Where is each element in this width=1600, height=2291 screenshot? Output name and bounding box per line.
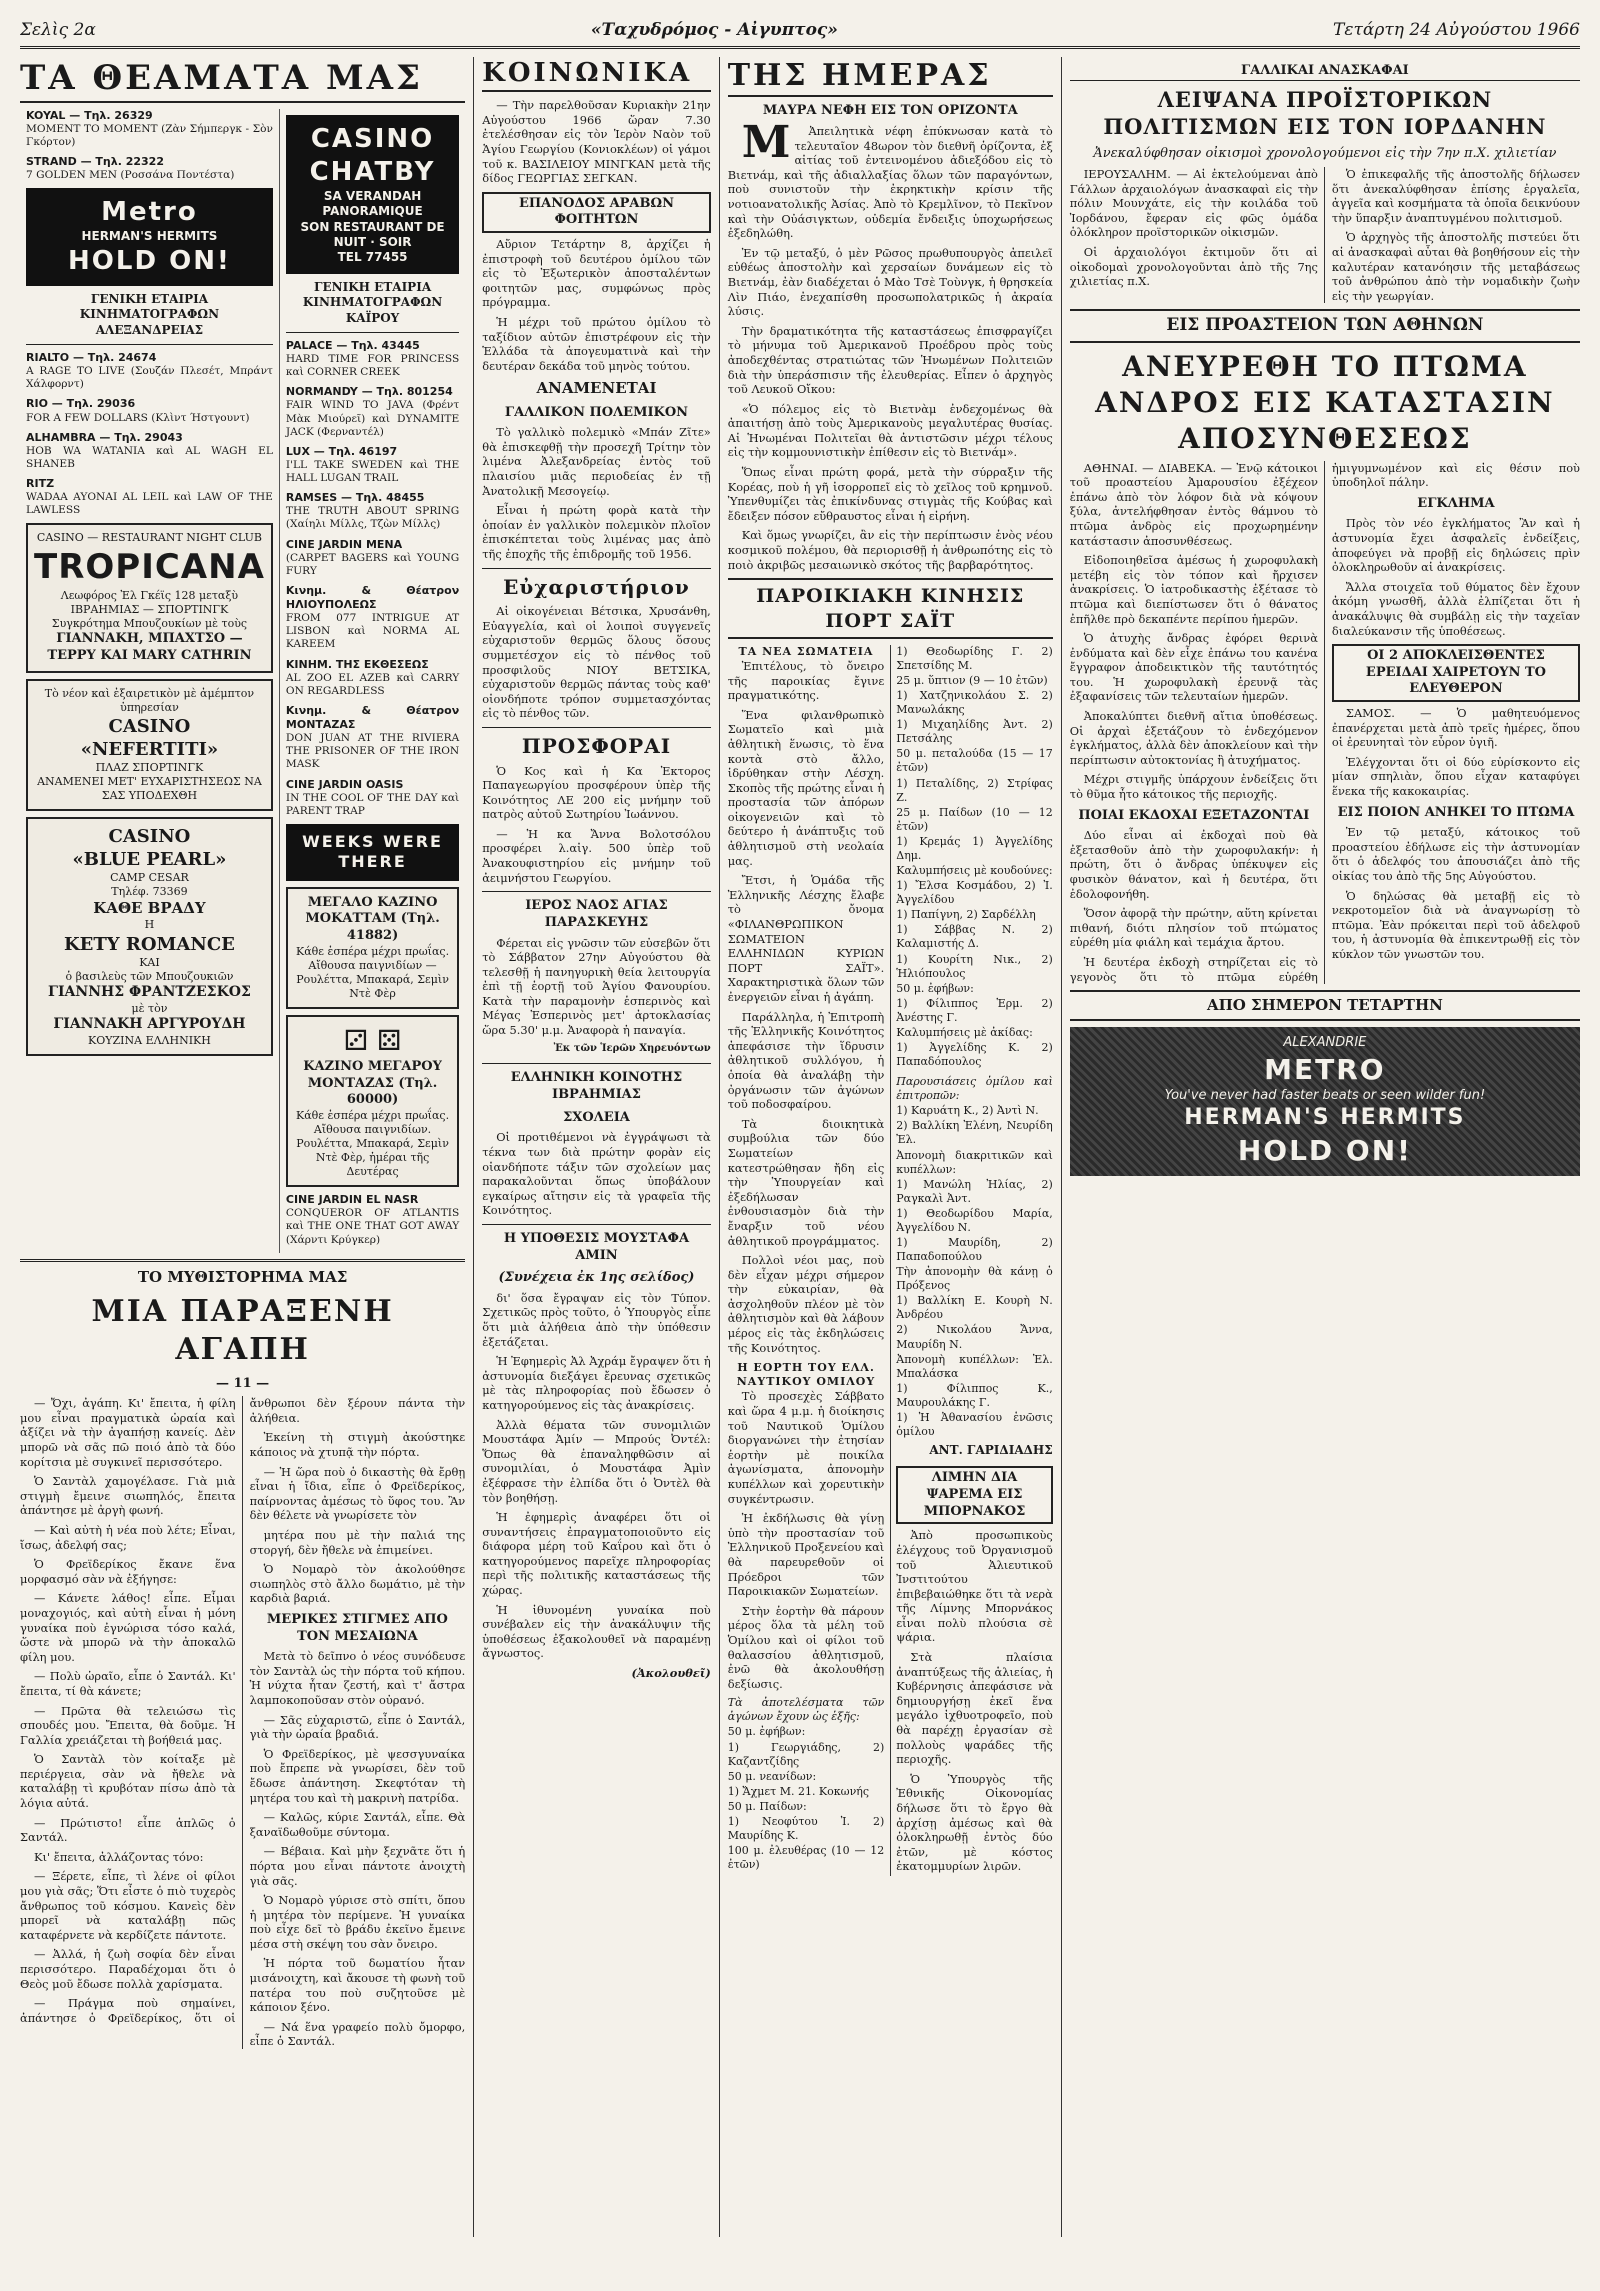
cinema-entry: CINE JARDIN EL NASR CONQUEROR OF ATLANTIS καὶ THE ONE THAT GOT AWAY (Χάρντι Κρύγκερ) xyxy=(285,1193,460,1246)
cinema-list-left xyxy=(20,109,279,1253)
cinema-entry: KOYAL — Τηλ. 26329 MOMENT TO MOMENT (Ζὰν Σήμπεργκ - Σὸν Γκόρτον) xyxy=(26,108,273,148)
metro-ad-small xyxy=(26,188,273,286)
film-title: HOLD ON! xyxy=(1237,1133,1412,1167)
mokattam-ad: ΜΕΓΑΛΟ ΚΑΖΙΝΟ ΜΟΚΑΤΤΑΜ (Τηλ. 41882) Κάθε ἑσπέρα μέχρι πρωΐας. Αἴθουσα παιγνιδίων — Ρουλέττα, Μπακαρά, Σεμὶν Ντὲ Φὲρ xyxy=(286,887,459,1009)
signature: ΑΝΤ. ΓΑΡΙΔΙΑΔΗΣ xyxy=(929,1443,1053,1458)
athens-title: ΑΝΕΥΡΕΘΗ ΤΟ ΠΤΩΜΑ ΑΝΔΡΟΣ ΕΙΣ ΚΑΤΑΣΤΑΣΙΝ ΑΠΟΣΥΝΘΕΣΕΩΣ xyxy=(1095,350,1555,455)
athletes-results: Τὰ ἀποτελέσματα τῶν ἀγώνων ἔχουν ὡς ἑξῆς: 50 μ. ἐφήβων: 1) Γεωργιάδης, 2) Καζαντζίδης 50 μ. νεανίδων: 1) Ἄχμετ Μ. 21. Κοκωνής 50 μ. Παίδων: 1) Νεοφύτου Ἰ. 2) Μαυρίδης Κ. 100 μ. ἐλευθέρας (10 — 12 ἐτῶν) 1) Θεοδωρίδης Γ. 2) Σπετσίδης Μ. 25 μ. ὕπτιον (9 — 10 ἐτῶν) 1) Χατζηνικολάου Σ. 2) Μανωλάκης 1) Μιχαηλίδης Ἀντ. 2) Πετσάλης 50 μ. πεταλούδα (15 — 17 ἐτῶν) 1) Πεταλίδης, 2) Στρίφας Ζ. 25 μ. Παίδων (10 — 12 ἐτῶν) 1) Κρεμάς 1) Ἀγγελίδης Δημ. Καλυμπήσεις μὲ κουδούνες: 1) Ἔλσα Κοσμάδου, 2) Ἰ. Ἀγγελίδου 1) Παπίγνη, 2) Σαρδέλλη 1) Σάββας Ν. 2) Καλαμιστής Δ. 1) Κουρίτη Νικ., 2) Ἡλιόπουλος 50 μ. ἐφήβων: 1) Φίλιππος Ἑρμ. 2) Ἀνέστης Γ. Καλυμπήσεις μὲ ἀκίδας: 1) Ἀγγελίδης Κ. 2) Παπαδόπουλος xyxy=(727,644,1053,1872)
metro-logo: Metro xyxy=(101,197,198,228)
cinema-entry: RIO — Τηλ. 29036 FOR A FEW DOLLARS (Κλὶντ Ήστγουντ) xyxy=(26,397,250,424)
column-koinonika: ΚΟΙΝΩΝΙΚΑ — Τὴν παρελθοῦσαν Κυριακὴν 21ην Αὐγούστου 1966 ὥραν 7.30 ἐτελέσθησαν εἰς τὸν Ἱερὸν Ναὸν τοῦ Ἁγίου Γεωργίου (Κονιοκλέων) οἱ γάμοι τοῦ κ. ΒΑΣΙΛΕΙΟΥ ΜΙΝΓΚΑΝ μετὰ τῆς δίδος ΓΕΩΡΓΙΑΣ ΣΕΓΚΑΝ. ΕΠΑΝΟΔΟΣ ΑΡΑΒΩΝ ΦΟΙΤΗΤΩΝ Αὔριον Τετάρτην 8, ἀρχίζει ἡ ἐπιστροφὴ τοῦ δευτέρου ὁμίλου τῶν εἰς τὸ Ἐξωτερικὸν ἀποσταλέντων φοιτητῶν μας, συμφώνως πρὸς πρόγραμμα. Ἡ μέχρι τοῦ πρώτου ὁμίλου τὸ ταξίδιον αὐτῶν ἐπιστρέφουν εἰς τὴν Ἑλλάδα τὰ ἀπογευματινὰ καὶ τὴν δευτέραν δεκάδα τοῦ μηνὸς τούτου. ΑΝΑΜΕΝΕΤΑΙ ΓΑΛΛΙΚΟΝ ΠΟΛΕΜΙΚΟΝ Τὸ γαλλικὸ πολεμικὸ «Μπάν Ζῖτε» θὰ ἐπισκεφθῇ τὴν προσεχῆ Τρίτην τὸν λιμένα Ἀλεξανδρείας ἐντὸς τοῦ πλαισίου μιᾶς περιοδείας ἐν τῇ Ἀνατολικῇ Μεσογείῳ. Εἶναι ἡ πρώτη φορὰ κατὰ τὴν ὁποίαν ἐν γαλλικὸν πολεμικὸν πλοῖον ἐπισκέπτεται τοὺς λιμένας μας ἀπὸ τῆς ἐποχῆς τῆς ἐπιδρομῆς τοῦ 1956. Εὐχαριστήριον Αἱ οἰκογένειαι Βέτσικα, Χρυσάνθη, Εὐαγγελία, καὶ οἱ λοιποὶ συγγενεῖς εὐχαριστοῦν θερμῶς ὅλους ὅσους συμμετέσχον εἰς τὸ πένθος τοῦ προσφιλοῦς ΝΙΟΥ ΒΕΤΣΙΚΑ, εὐχαριστοῦν θερμῶς πάντας τοὺς καθ' οἱονδήποτε τρόπον συμμετασχόντας εἰς τὸ πένθος τῶν. ΠΡΟΣΦΟΡΑΙ Ὁ Κος καὶ ἡ Κα Ἐκτορος Παπαγεωργίου προσφέρουν ὑπὲρ τῆς Κοινότητος ΛΕ 200 εἰς μνήμην τοῦ πατρὸς αὐτοῦ Σωτηρίου Ἰωάννου. — Ἡ κα Ἄννα Βολοτσόλου προσφέρει λ.αἰγ. 500 ὑπὲρ τοῦ Ἀνακουφιστηρίου εἰς μνήμην τοῦ ἀειμνήστου Γεωργίου. ΙΕΡΟΣ ΝΑΟΣ ΑΓΙΑΣ ΠΑΡΑΣΚΕΥΗΣ Φέρεται εἰς γνῶσιν τῶν εὐσεβῶν ὅτι τὸ Σάββατον 27ην Αὐγούστου θὰ τελεσθῇ ἡ πανηγυρικὴ θεία λειτουργία ἐπὶ τῇ ἑορτῇ τοῦ Ἁγίου Φανουρίου. Κατὰ τὴν παραμονὴν ἑσπερινὸς καὶ Μέγας Ἑσπερινὸς μετ' ἀρτοκλασίας ὥρα 5.30' μ.μ. Ἀναφορὰ ἡ παναγία. Ἐκ τῶν Ἱερῶν Χηρευόντων ΕΛΛΗΝΙΚΗ ΚΟΙΝΟΤΗΣ ΙΒΡΑΗΜΙΑΣ ΣΧΟΛΕΙΑ Οἱ προτιθέμενοι νὰ ἐγγράψωσι τὰ τέκνα των διὰ πρώτην φορὰν εἰς οἱανδήποτε τάξιν τῶν σχολείων μας παρακαλοῦνται ὅπως ὑποβάλουν εγκαίρως αἴτησιν εἰς τὰ γραφεῖα τῆς Κοινότητος. Η ΥΠΟΘΕΣΙΣ ΜΟΥΣΤΑΦΑ ΑΜΙΝ (Συνέχεια ἐκ 1ης σελίδος) δι' ὅσα ἔγραψαν εἰς τὸν Τύπον. Σχετικῶς πρὸς τοῦτο, ὁ Ὑπουργὸς εἶπε ὅτι μιὰ ἀλήθεια ἀπὸ τὴν ὑπόθεσιν ἐξετάζεται. Ἡ Ἐφημερὶς Ἀλ Ἀχράμ ἔγραψεν ὅτι ἡ ἀστυνομία διεξάγει ἔρευνας σχετικῶς μὲ τὰς πληροφορίας ποὺ ἔδωσεν ὁ κατηγορούμενος εἰς τὰς ἀνακρίσεις. Ἀλλὰ θέματα τῶν συνομιλιῶν Μουστάφα Ἀμίν — Μπρούς Ὀντέλ: Ὅπως θὰ ἐπαναληφθῶσιν αἱ συνομιλίαι, ὁ Μουστάφα Ἀμὶν ἐξέφρασε τὴν ἐλπίδα ὅτι ὁ Ὀντὲλ θὰ τὸν βοηθήσῃ. Ἡ ἐφημερὶς ἀναφέρει ὅτι οἱ συναντήσεις ἐπραγματοποιοῦντο εἰς διάφορα μέρη τοῦ Καΐρου καὶ ὅτι ὁ κατηγορούμενος παρεῖχε πληροφορίας περὶ τῆς πολιτικῆς καταστάσεως τῆς χώρας. Ἡ ἰθυνομένη γυναίκα ποὺ συνέβαλεν εἰς τὴν ἀνακάλυψιν τῆς ὑποθέσεως ἐξακολουθεῖ νὰ παραμένῃ ἄγνωστος. (Ἀκολουθεῖ) xyxy=(473,57,719,2237)
school-title: ΕΛΛΗΝΙΚΗ ΚΟΙΝΟΤΗΣ ΙΒΡΑΗΜΙΑΣ xyxy=(510,1070,683,1103)
thanks-title: Εὐχαριστήριον xyxy=(503,574,690,599)
cinema-entry: CINE JARDIN MENA (CARPET BAGERS καὶ YOUNG FURY xyxy=(285,537,460,577)
excavation-section: ΓΑΛΛΙΚΑΙ ΑΝΑΣΚΑΦΑΙ xyxy=(1070,63,1580,81)
cinema-entry: ΚΙΝΗΜ. ΤΗΣ ΕΚΘΕΣΕΩΣ AL ZOO EL AZEB καὶ CARRY ON REGARDLESS xyxy=(285,657,460,697)
hold-on-film-ad xyxy=(1070,1027,1580,1176)
sea-title: ΛΙΜΗΝ ΔΙΑ ΨΑΡΕΜΑ ΕΙΣ ΜΠΟΡΝΑΚΟΣ xyxy=(896,1466,1053,1524)
cinema-entry: Κινημ. & Θέατρον ΜΟΝΤΑΖΑΣ DON JUAN AT THE RIVIERA THE PRISONER OF THE IRON MASK xyxy=(285,703,460,771)
koinonika-title: ΚΟΙΝΩΝΙΚΑ xyxy=(482,57,711,92)
weeks-ad: WEEKS WERE THERE xyxy=(286,824,459,881)
prosfores-title: ΠΡΟΣΦΟΡΑΙ xyxy=(521,733,672,758)
column-imeras: ΤΗΣ ΗΜΕΡΑΣ ΜΑΥΡΑ ΝΕΦΗ ΕΙΣ ΤΟΝ ΟΡΙΖΟΝΤΑ ΜἈπειλητικὰ νέφη ἐπύκνωσαν κατὰ τὸ τελευταῖον 48ωρον τὸν διεθνῆ ὁρίζοντα, ἐξ αἰτίας τοῦ ἐντεινομένου ἀδιεξόδου εἰς τὸ Βιετνάμ, καὶ τῆς ἀδιαλλαξίας ὅλων τῶν παραγόντων, ποὺ συνιστοῦν τὴν ἐκρηκτικὴν κρίσιν τῆς νοτιοανατολικῆς Ἀσίας. Ἀπὸ τὸ Κρεμλῖνον, τὸ Πεκῖνον καὶ τὴν Οὐάσιγκτων, οὐδεμία ἔνδειξις ὑποχωρήσεως ἐξεδηλώθη. Ἐν τῷ μεταξύ, ὁ μὲν Ρῶσος πρωθυπουργὸς ἀπειλεῖ εὐθέως ἀποστολὴν καὶ χερσαίων δυνάμεων εἰς τὸ Βιετνάμ, ἐὰν διαδέχεται ὁ Μὰο Τσὲ Τοὺνγκ, ἡ θρησκεία Λὶν Πιάο, ἐνεχαπίσθη προσωπολατρικῶς ἡ ἀκραία λύσις. Τὴν δραματικότητα τῆς καταστάσεως ἐπισφραγίζει τὸ μήνυμα τοῦ Ἀμερικανοῦ Προέδρου πρὸς τοὺς ἀποδεχθέντας στρατιώτας τῶν Ἡνωμένων Πολιτειῶν διὰ τὴν ὑπεράσπισιν τῆς ἐλευθερίας. Εἶπεν ὁ ἀρχηγὸς τοῦ Λευκοῦ Οἴκου: «Ὁ πόλεμος εἰς τὸ Βιετνὰμ ἐνδεχομένως θὰ ἀπαιτήσῃ ἀπὸ τοὺς Ἀμερικανοὺς μεγαλυτέρας θυσίας. Αἱ Ἡνωμέναι Πολιτεῖαι θὰ ἀντιστῶσιν μέχρι τέλους εἰς τὴν κομμουνιστικὴν ἐπίθεσιν εἰς τὸ Βιετνάμ». Ὅπως εἶναι πρώτη φορά, μετὰ τὴν σύρραξιν τῆς Κορέας, ποὺ ἡ γῆ ἰσορροπεῖ εἰς τὸ χεῖλος τοῦ κρημνοῦ. Ὑπενθυμίζει τὰς ἐπικίνδυνας στιγμὰς τῆς Κούβας καὶ ἔδειξεν πόσον εὔθραυστος εἶναι ἡ εἰρήνη. Καὶ ὅμως γνωρίζει, ἂν εἰς τὴν περίπτωσιν ἑνὸς νέου κοσμικοῦ πολέμου, θὰ περιορισθῇ ἡ ἀνθρωπότης εἰς τὸ ποιὸ ἀκριβῶς μεσαιωνικὸ σκότος τῆς βαρβαρότητος. ΠΑΡΟΙΚΙΑΚΗ ΚΙΝΗΣΙΣ ΠΟΡΤ ΣΑΪΤ ΤΑ ΝΕΑ ΣΩΜΑΤΕΙΑ Ἐπιτέλους, τὸ ὄνειρο τῆς παροικίας ἔγινε πραγματικότης. Ἕνα φιλανθρωπικὸ Σωματεῖο καὶ μιὰ ἀθλητικὴ ἕνωσις, τὸ ἕνα κοντὰ στὸ ἄλλο, ἱδρύθηκαν στὴν Λέσχη. Σκοπὸς τῆς πρώτης εἶναι ἡ προστασία τῶν ἀπόρων οἰκογενειῶν καὶ τὸ δεύτερο ἡ ἀνάπτυξις τοῦ ἀθλητισμοῦ στὴ νεολαία μας. Ἔτσι, ἡ Ὁμάδα τῆς Ἑλληνικῆς Λέσχης ἔλαβε τὸ ὄνομα «ΦΙΛΑΝΘΡΩΠΙΚΟΝ ΣΩΜΑΤΕΙΟΝ ΕΛΛΗΝΙΔΩΝ ΚΥΡΙΩΝ ΠΟΡΤ ΣΑΪΤ». Χαρακτηριστικὰ ὅλων τῶν ἐνεργειῶν εἶναι ἡ ἀγάπη. Παράλληλα, ἡ Ἐπιτροπὴ τῆς Ἑλληνικῆς Κοινότητος ἀπεφάσισε τὴν ἵδρυσιν ἀθλητικοῦ συλλόγου, ἡ ὁποία θὰ ἀναλάβῃ τὴν ὀργάνωσιν τῶν ἀγώνων τοῦ ποδοσφαίρου. Τὰ διοικητικὰ συμβούλια τῶν δύο Σωματείων κατεστρώθησαν ἤδη εἰς τὴν Ὑπουργείαν καὶ ἐξεδήλωσαν ἐνθουσιασμὸν διὰ τὴν ἔναρξιν τοῦ νέου ἀθλητικοῦ προγράμματος. Πολλοὶ νέοι μας, ποὺ δὲν εἶχαν μέχρι σήμερον τὴν εὐκαιρίαν, θὰ ἀσχοληθοῦν πλέον μὲ τὸν ἀθλητισμὸν καὶ θὰ λάβουν μέρος εἰς τὰς ἐκδηλώσεις τῆς Κοινότητος. Η ΕΟΡΤΗ ΤΟΥ ΕΛΛ. ΝΑΥΤΙΚΟΥ ΟΜΙΛΟΥ Τὸ προσεχὲς Σάββατο καὶ ὥρα 4 μ.μ. ἡ διοίκησις τοῦ Ναυτικοῦ Ὁμίλου διοργανώνει τὴν ἐτησίαν ἑορτὴν μὲ ποικίλα ἀγωνίσματα, ἀπονομὴν κυπέλλων καὶ χορευτικὴν συγκέντρωσιν. Ἡ ἐκδήλωσις θὰ γίνῃ ὑπὸ τὴν προστασίαν τοῦ Ἑλληνικοῦ Προξενείου καὶ θὰ παρευρεθοῦν οἱ Πρόεδροι τῶν Παροικιακῶν Σωματείων. Στὴν ἑορτὴν θὰ πάρουν μέρος ὅλα τὰ μέλη τοῦ Ὁμίλου καὶ οἱ φίλοι τοῦ θαλασσίου ἀθλητισμοῦ, ἐνῶ θὰ ἀκολουθήσῃ δεξίωσις. Τὰ ἀποτελέσματα τῶν ἀγώνων ἔχουν ὡς ἑξῆς: 50 μ. ἐφήβων: 1) Γεωργιάδης, 2) Καζαντζίδης 50 μ. νεανίδων: 1) Ἄχμετ Μ. 21. Κοκωνής 50 μ. Παίδων: 1) Νεοφύτου Ἰ. 2) Μαυρίδης Κ. 100 μ. ἐλευθέρας (10 — 12 ἐτῶν) 1) Θεοδωρίδης Γ. 2) Σπετσίδης Μ. 25 μ. ὕπτιον (9 — 10 ἐτῶν) 1) Χατζηνικολάου Σ. 2) Μανωλάκης 1) Μιχαηλίδης Ἀντ. 2) Πετσάλης 50 μ. πεταλούδα (15 — 17 ἐτῶν) 1) Πεταλίδης, 2) Στρίφας Ζ. 25 μ. Παίδων (10 — 12 ἐτῶν) 1) Κρεμάς 1) Ἀγγελίδης Δημ. Καλυμπήσεις μὲ κουδούνες: 1) Ἔλσα Κοσμάδου, 2) Ἰ. Ἀγγελίδου 1) Παπίγνη, 2) Σαρδέλλη 1) Σάββας Ν. 2) Καλαμιστής Δ. 1) Κουρίτη Νικ., 2) Ἡλιόπουλος 50 μ. ἐφήβων: 1) Φίλιππος Ἑρμ. 2) Ἀνέστης Γ. Καλυμπήσεις μὲ ἀκίδας: 1) Ἀγγελίδης Κ. 2) Παπαδόπουλος Παρουσιάσεις ὁμίλου καὶ ἐπιτροπῶν: 1) Καρυάτη Κ., 2) Ἀντὶ Ν. 2) Βαλλίκη Ἐλένη, Νευρίδη Ἐλ. Ἀπονομὴ διακριτικῶν καὶ κυπέλλων: 1) Μανώλη Ἠλίας, 2) Ραγκαλὶ Ἀντ. 1) Θεοδωρίδου Μαρία, Ἀγγελίδου Ν. 1) Μαυρίδη, 2) Παπαδοπούλου Τὴν ἀπονομὴν θὰ κάνῃ ὁ Πρόξενος 1) Βαλλίκη Ε. Κουρὴ Ν. Ἀνδρέου 2) Νικολάου Ἄννα, Μαυρίδη Ν. Ἀπονομὴ κυπέλλων: Ἐλ. Μπαλάσκα 1) Φίλιππος Κ., Μαυρουλάκης Γ. 1) Ἡ Ἀθανασίου ἑνῶσις ὁμίλου ΑΝΤ. ΓΑΡΙΔΙΑΔΗΣ ΛΙΜΗΝ ΔΙΑ ΨΑΡΕΜΑ ΕΙΣ ΜΠΟΡΝΑΚΟΣ Ἀπὸ προσωπικοὺς ἐλέγχους τοῦ Ὀργανισμοῦ τοῦ Ἀλιευτικοῦ Ἰνστιτούτου ἐπιβεβαιώθηκε ὅτι τὰ νερὰ τῆς Λίμνης Μπορνάκος εἶναι πολὺ πλούσια σὲ ψάρια. Στὰ πλαίσια ἀναπτύξεως τῆς ἁλιείας, ἡ Κυβέρνησις ἀπεφάσισε νὰ δημιουργήσῃ ἐκεῖ ἕνα μεγάλο ἰχθυοτροφεῖο, ποὺ θὰ παρέχῃ ἐργασίαν σὲ πολλοὺς ψαράδες τῆς περιοχῆς. Ὁ Ὑπουργὸς τῆς Ἐθνικῆς Οἰκονομίας δήλωσε ὅτι τὸ ἔργο θὰ ἀρχίσῃ ἀμέσως καὶ θὰ ὁλοκληρωθῇ ἐντὸς δύο ἐτῶν, μὲ κόστος ἑκατομμυρίων λιρῶν. xyxy=(719,57,1061,2237)
paper-name: «Ταχυδρόμος - Αἰγυπτος» xyxy=(590,20,838,40)
theamata-title: ΤΑ ΘΕΑΜΑΤΑ ΜΑΣ xyxy=(20,57,465,103)
alexandrie-label: ALEXANDRIE xyxy=(1283,1035,1367,1051)
port-said-title: ΠΑΡΟΙΚΙΑΚΗ ΚΙΝΗΣΙΣ ΠΟΡΤ ΣΑΪΤ xyxy=(728,578,1053,639)
church-title: ΙΕΡΟΣ ΝΑΟΣ ΑΓΙΑΣ ΠΑΡΑΣΚΕΥΗΣ xyxy=(525,898,668,930)
blue-pearl-logo: «BLUE PEARL» xyxy=(72,849,227,871)
navy-title: Η ΕΟΡΤΗ ΤΟΥ ΕΛΛ. ΝΑΥΤΙΚΟΥ ΟΜΙΛΟΥ xyxy=(736,1361,876,1389)
athens-body: ΑΘΗΝΑΙ. — ΔΙΑΒΕΚΑ. — Ἐνῷ κάτοικοι τοῦ προαστείου Ἀμαρουσίου ἐξέχεον ἐπάνω ἀπὸ τὸν λόφον διὰ νὰ κόψουν ξύλα, ἀντελήφθησαν ἐντὸς θάμνου τὸ πτῶμα ἀνδρὸς εἰς προχωρημένην κατάστασιν ἀποσυνθέσεως. Εἰδοποιηθεῖσα ἀμέσως ἡ χωροφυλακὴ μετέβη εἰς τὸν τόπον καὶ ἤρχισεν ἀνακρίσεις. Ὁ ἰατροδικαστὴς ἐξέτασε τὸ πτῶμα καὶ διεπίστωσεν ὅτι ὁ θάνατος ἐπῆλθε πρὸ δεκαπέντε περίπου ἡμερῶν. Ὁ ἀτυχὴς ἄνδρας ἐφόρει θερινὰ ἐνδύματα καὶ δὲν εἶχε ἐπάνω του κανένα ἔγγραφον ἀποδεικτικὸν τῆς ταυτότητός του. Ἡ χωροφυλακὴ ἐρευνᾷ τὰς ἐξαφανίσεις τῶν τελευταίων ἡμερῶν. Ἀποκαλύπτει διεθνῆ αἴτια ὑποθέσεως. Οἱ ἀρχαὶ ἐξετάζουν τὸ ἐνδεχόμενον ἐγκλήματος, ἀλλὰ δὲν ἀποκλείουν καὶ τὴν περίπτωσιν αὐτοκτονίας ἢ ἀτυχήματος. Μέχρι στιγμῆς ὑπάρχουν ἐνδείξεις ὅτι τὸ θῦμα ἦτο κάτοικος τῆς περιοχῆς. ΠΟΙΑΙ ΕΚΔΟΧΑΙ ΕΞΕΤΑΖΟΝΤΑΙ Δύο εἶναι αἱ ἐκδοχαὶ ποὺ θὰ ἐξετασθοῦν ἀπὸ τὴν χωροφυλακήν: ἡ πρώτη, ὅτι ὁ ἄνδρας ὑπέκυψεν εἰς φυσικὸν θάνατον, καὶ ἡ δευτέρα, ὅτι ἐδολοφονήθη. Ὅσον ἀφορᾷ τὴν πρώτην, αὕτη κρίνεται πιθανή, διότι πλησίον τοῦ πτώματος εὑρέθη μία φιάλη καὶ τεμάχια ἄρτου. Ἡ δευτέρα ἐκδοχὴ στηρίζεται εἰς τὸ γεγονὸς ὅτι τὸ πτῶμα εὑρέθη ἠμιγυμνωμένον καὶ εἰς θέσιν ποὺ ὑποδηλοῖ πάλην. ΕΓΚΛΗΜΑ Πρὸς τὸν νέο ἐγκλήματος Ἂν καὶ ἡ ἀστυνομία ἔχει ἀσφαλεῖς ἐνδείξεις, ἀποφεύγει νὰ προβῇ εἰς δηλώσεις πρὶν ὁλοκληρωθοῦν αἱ ἀνακρίσεις. Ἄλλα στοιχεῖα τοῦ θύματος δὲν ἔχουν ἀκόμη γνωσθῆ, ἀλλὰ ἐλπίζεται ὅτι ἡ ἀνακάλυψις θὰ συμβάλῃ εἰς τὴν ταχεῖαν διαλεύκανσιν τῆς ὑποθέσεως. ΟΙ 2 ΑΠΟΚΛΕΙΣΘΕΝΤΕΣ ΕΡΕΙΔΑΙ ΧΑΙΡΕΤΟΥΝ ΤΟ ΕΛΕΥΘΕΡΟΝ ΣΑΜΟΣ. — Ὁ μαθητευόμενος ἐπανέρχεται μετὰ ἀπὸ τρεῖς ἡμέρες, ὅπου οἱ ἐρευνηταὶ τὸν εὗρον ὑγιῆ. Ἐλέγχονται ὅτι οἱ δύο εὑρίσκοντο εἰς μίαν σπηλιὰν, ὅπου εἶχαν καταφύγει ἕνεκα τῆς κακοκαιρίας. ΕΙΣ ΠΟΙΟΝ ΑΝΗΚΕΙ ΤΟ ΠΤΩΜΑ Ἐν τῷ μεταξύ, κάτοικος τοῦ προαστείου ἐδήλωσε εἰς τὴν ἀστυνομίαν ὅτι ὁ ἀδελφός του ἀπουσιάζει ἀπὸ τῆς οἰκίας του ἀπὸ τῆς 5ης Αὐγούστου. Ὁ δηλώσας θὰ μεταβῇ εἰς τὸ νεκροτομεῖον διὰ νὰ ἀναγνωρίσῃ τὸ πτῶμα. Ἐὰν πρόκειται περὶ τοῦ ἀδελφοῦ του, ἡ ἀστυνομία θὰ ἐπικεντρωθῇ εἰς τὸν κύκλον τῶν γνωστῶν του. xyxy=(1069,460,1580,984)
cinema-entry: RIALTO — Τηλ. 24674 A RAGE TO LIVE (Σουζάν Πλεσέτ, Μπράντ Χάλφορντ) xyxy=(26,351,273,391)
tropicana-logo: TROPICANA xyxy=(34,546,265,587)
prize-list: Παρουσιάσεις ὁμίλου καὶ ἐπιτροπῶν: 1) Καρυάτη Κ., 2) Ἀντὶ Ν. 2) Βαλλίκη Ἐλένη, Νευρίδη Ἐλ. Ἀπονομὴ διακριτικῶν καὶ κυπέλλων: 1) Μανώλη Ἠλίας, 2) Ραγκαλὶ Ἀντ. 1) Θεοδωρίδου Μαρία, Ἀγγελίδου Ν. 1) Μαυρίδη, 2) Παπαδοπούλου Τὴν ἀπονομὴν θὰ κάνῃ ὁ Πρόξενος 1) Βαλλίκη Ε. Κουρὴ Ν. Ἀνδρέου 2) Νικολάου Ἄννα, Μαυρίδη Ν. Ἀπονομὴ κυπέλλων: Ἐλ. Μπαλάσκα 1) Φίλιππος Κ., Μαυρουλάκης Γ. 1) Ἡ Ἀθανασίου ἑνῶσις ὁμίλου xyxy=(896,1075,1053,1438)
cinema-entry: CINE JARDIN OASIS IN THE COOL OF THE DAY καὶ PARENT TRAP xyxy=(285,777,460,817)
casino-chatby-ad: CASINO CHATBY SA VERANDAH PANORAMIQUE SON RESTAURANT DE NUIT · SOIR TEL 77455 xyxy=(286,115,459,274)
novel-number: — 11 — xyxy=(216,1375,270,1391)
film-band: HERMAN'S HERMITS xyxy=(1184,1105,1466,1131)
masthead xyxy=(20,20,1580,49)
whose-title: ΕΙΣ ΠΟΙΟΝ ΑΝΗΚΕΙ ΤΟ ΠΤΩΜΑ xyxy=(1337,804,1575,820)
jordan-subtitle: Ἀνεκαλύφθησαν οἰκισμοὶ χρονολογούμενοι εἰς τὴν 7ην π.Χ. χιλιετίαν xyxy=(1093,146,1557,162)
cinema-entry: RITZ WADAA AYONAI AL LEIL καὶ LAW OF THE LAWLESS xyxy=(26,477,273,517)
nefertiti-logo: «NEFERTITI» xyxy=(80,738,219,760)
cinema-list-right xyxy=(279,109,465,1253)
nefertiti-ad: Τὸ νέον καὶ ἐξαιρετικὸν μὲ ἀμέμπτον ὑπηρεσίαν CASINO «NEFERTITI» ΠΛΑΖ ΣΠΟΡΤΙΝΓΚ ΑΝΑΜΕΝΕΙ ΜΕΤ' ΕΥΧΑΡΙΣΤΗΣΕΩΣ ΝΑ ΣΑΣ ΥΠΟΔΕΧΘΗ xyxy=(26,679,273,811)
warship-title-1: ΑΝΑΜΕΝΕΤΑΙ xyxy=(536,379,657,398)
metro-film: HOLD ON! xyxy=(68,245,231,276)
cinema-entry: PALACE — Τηλ. 43445 HARD TIME FOR PRINCESS καὶ CORNER CREEK xyxy=(285,338,460,379)
issue-date: Τετάρτη 24 Αὐγούστου 1966 xyxy=(1333,20,1580,40)
cinema-entry: RAMSES — Τηλ. 48455 THE TRUTH ABOUT SPRING (Χαίηλι Μίλλς, Τζὼν Μίλλς) xyxy=(285,491,460,531)
dice-icon: ⚂ ⚄ xyxy=(343,1024,402,1058)
warship-title-2: ΓΑΛΛΙΚΟΝ ΠΟΛΕΜΙΚΟΝ xyxy=(504,404,689,420)
chatby-logo: CASINO CHATBY xyxy=(309,123,436,187)
gen-co-alex: ΓΕΝΙΚΗ ΕΤΑΙΡΙΑ ΚΙΝΗΜΑΤΟΓΡΑΦΩΝ ΑΛΕΞΑΝΔΡΕΙΑΣ xyxy=(79,292,220,337)
cinema-listings xyxy=(20,109,465,1253)
wedding-notice: — Τὴν παρελθοῦσαν Κυριακὴν 21ην Αὐγούστου 1966 ὥραν 7.30 ἐτελέσθησαν εἰς τὸν Ἱερὸν Ναὸν τοῦ Ἁγίου Γεωργίου (Κονιοκλέων) οἱ γάμοι τοῦ κ. ΒΑΣΙΛΕΙΟΥ ΜΙΝΓΚΑΝ μετὰ τῆς δίδος ΓΕΩΡΓΙΑΣ ΣΕΓΚΑΝ. xyxy=(482,98,711,186)
page-number: Σελὶς 2α xyxy=(20,20,96,40)
mustafa-continued: (Συνέχεια ἐκ 1ης σελίδος) xyxy=(498,1270,695,1286)
column-theamata xyxy=(20,57,473,2237)
metro-band: HERMAN'S HERMITS xyxy=(81,229,218,244)
theories-title: ΠΟΙΑΙ ΕΚΔΟΧΑΙ ΕΞΕΤΑΖΟΝΤΑΙ xyxy=(1078,807,1310,823)
athens-section: ΕΙΣ ΠΡΟΑΣΤΕΙΟΝ ΤΩΝ ΑΘΗΝΩΝ xyxy=(1070,309,1580,343)
novel-section: ΤΟ ΜΥΘΙΣΤΟΡΗΜΑ ΜΑΣ xyxy=(137,1267,348,1286)
novel-body: — Ὄχι, ἀγάπη. Κι' ἔπειτα, ἡ φίλη μου εἶναι πραγματικὰ ὡραία καὶ ἀξίζει νὰ τὴν ἀγαπήσῃ κανείς. Δὲν μπορῶ νὰ σᾶς πῶ ποιό ἀπὸ τὰ δύο κορίτσια μὲ συγκινεῖ περισσότερο. Ὁ Σαντὰλ χαμογέλασε. Γιὰ μιὰ στιγμὴ ἔμεινε σιωπηλός, ἔπειτα ἀπάντησε μὲ ἀργὴ φωνή. — Καὶ αὐτὴ ἡ νέα ποὺ λέτε; Εἶναι, ἴσως, ἀδελφή σας; Ὁ Φρεϊδερίκος ἔκανε ἕνα μορφασμό σὰν νὰ ἐξήγησε: — Κάνετε λάθος! εἶπε. Εἶμαι μοναχογιός, καὶ αὐτὴ εἶναι ἡ μόνη γυναίκα ποὺ ἐγνώρισα τόσο καλά, ὥστε νὰ μπορῶ νὰ τὴν ἀποκαλῶ φίλη μου. — Πολὺ ὡραῖο, εἶπε ὁ Σαντάλ. Κι' ἔπειτα, τί θὰ κάνετε; — Πρῶτα θὰ τελειώσω τὶς σπουδές μου. Ἔπειτα, θὰ δοῦμε. Ἡ Γαλλία χρειάζεται τὴ βοήθειά μας. Ὁ Σαντὰλ τὸν κοίταξε μὲ περιέργεια, σὰν νὰ ἤθελε νὰ καταλάβῃ τὶ κρυβόταν πίσω ἀπὸ τὰ λόγια αὐτά. — Πρώτιστο! εἶπε ἁπλῶς ὁ Σαντάλ. Κι' ἔπειτα, ἀλλάζοντας τόνο: — Ξέρετε, εἶπε, τὶ λένε οἱ φίλοι μου γιὰ σᾶς; Ὅτι εἶστε ὁ πιὸ τυχερὸς ἄνθρωπος τοῦ κόσμου. Κανεὶς δὲν μπορεῖ νὰ καταλάβῃ πῶς καταφέρνετε νὰ κερδίζετε πάντοτε. — Ἀλλά, ἡ ζωὴ σοφία δὲν εἶναι περισσότερο. Παραδέχομαι ὅτι ὁ Θεὸς μοῦ ἔδωσε πολλὰ χαρίσματα. — Πράγμα ποὺ σημαίνει, ἀπάντησε ὁ Φρεϊδερίκος, ὅτι οἱ ἄνθρωποι δὲν ξέρουν πάντα τὴν ἀλήθεια. Ἐκείνη τὴ στιγμὴ ἀκούστηκε κάποιος νὰ χτυπᾷ τὴν πόρτα. — Ἡ ὥρα ποὺ ὁ δικαστὴς θὰ ἔρθῃ εἶναι ἡ ἴδια, εἶπε ὁ Φρεϊδερίκος, παίρνοντας ἀμέσως τὸ ὕφος του. Ἂν δὲν θέλετε νὰ γνωρίσετε τὸν μητέρα που μὲ τὴν παλιά της στοργή, δὲν ἤθελε νὰ ἐπιμείνει. Ὁ Νομαρὸ τὸν ἀκολούθησε σιωπηλὸς στὸ ἄλλο δωμάτιο, μὲ τὴν καρδιὰ βαριά. ΜΕΡΙΚΕΣ ΣΤΙΓΜΕΣ ΑΠΟ ΤΟΝ ΜΕΣΑΙΩΝΑ Μετὰ τὸ δεῖπνο ὁ νέος συνόδευσε τὸν Σαντὰλ ὡς τὴν πόρτα τοῦ κήπου. Ἡ νύχτα ἦταν ζεστή, καὶ τ' ἄστρα λαμποκοποῦσαν στὸν οὐρανό. — Σᾶς εὐχαριστῶ, εἶπε ὁ Σαντάλ, γιὰ τὴν ὡραία βραδιά. Ὁ Φρεϊδερίκος, μὲ ψεσσγυναίκα ποὺ ἔπρεπε νὰ γνωρίσει, δὲν τοῦ ἔδωσε ἀπάντηση. Σκεφτόταν τὴ μητέρα του καὶ τὴ μακρινὴ πατρίδα. — Καλῶς, κύριε Σαντάλ, εἶπε. Θὰ ξαναϊδωθοῦμε σύντομα. — Βέβαια. Καὶ μὴν ξεχνᾶτε ὅτι ἡ πόρτα μου εἶναι πάντοτε ἀνοιχτὴ γιὰ σᾶς. Ὁ Νομαρὸ γύρισε στὸ σπίτι, ὅπου ἡ μητέρα τὸν περίμενε. Ἡ γυναίκα ποὺ εἶχε δεῖ τὸ βράδυ ἐκεῖνο ἔμεινε μέσα στὴ σκέψη του σὰν ὄνειρο. Ἡ πόρτα τοῦ δωματίου ἦταν μισάνοιχτη, καὶ ἄκουσε τὴ φωνὴ τοῦ πατέρα του ποὺ συζητοῦσε μὲ κάποιον ξένο. — Νά ἕνα γραφείο πολὺ ὄμορφο, εἶπε ὁ Σαντάλ. xyxy=(20,1396,466,2049)
cinema-entry: LUX — Τηλ. 46197 I'LL TAKE SWEDEN καὶ THE HALL LUGAN TRAIL xyxy=(285,444,460,485)
novel-continues: (Ἀκολουθεῖ) xyxy=(631,1666,711,1681)
school-sub: ΣΧΟΛΕΙΑ xyxy=(563,1109,630,1125)
port-said-body: ΤΑ ΝΕΑ ΣΩΜΑΤΕΙΑ Ἐπιτέλους, τὸ ὄνειρο τῆς παροικίας ἔγινε πραγματικότης. Ἕνα φιλανθρωπικὸ Σωματεῖο καὶ μιὰ ἀθλητικὴ ἕνωσις, τὸ ἕνα κοντὰ στὸ ἄλλο, ἱδρύθηκαν στὴν Λέσχη. Σκοπὸς τῆς πρώτης εἶναι ἡ προστασία τῶν ἀπόρων οἰκογενειῶν καὶ τὸ δεύτερο ἡ ἀνάπτυξις τοῦ ἀθλητισμοῦ στὴ νεολαία μας. Ἔτσι, ἡ Ὁμάδα τῆς Ἑλληνικῆς Λέσχης ἔλαβε τὸ ὄνομα «ΦΙΛΑΝΘΡΩΠΙΚΟΝ ΣΩΜΑΤΕΙΟΝ ΕΛΛΗΝΙΔΩΝ ΚΥΡΙΩΝ ΠΟΡΤ ΣΑΪΤ». Χαρακτηριστικὰ ὅλων τῶν ἐνεργειῶν εἶναι ἡ ἀγάπη. Παράλληλα, ἡ Ἐπιτροπὴ τῆς Ἑλληνικῆς Κοινότητος ἀπεφάσισε τὴν ἵδρυσιν ἀθλητικοῦ συλλόγου, ἡ ὁποία θὰ ἀναλάβῃ τὴν ὀργάνωσιν τῶν ἀγώνων τοῦ ποδοσφαίρου. Τὰ διοικητικὰ συμβούλια τῶν δύο Σωματείων κατεστρώθησαν ἤδη εἰς τὴν Ὑπουργείαν καὶ ἐξεδήλωσαν ἐνθουσιασμὸν διὰ τὴν ἔναρξιν τοῦ νέου ἀθλητικοῦ προγράμματος. Πολλοὶ νέοι μας, ποὺ δὲν εἶχαν μέχρι σήμερον τὴν εὐκαιρίαν, θὰ ἀσχοληθοῦν πλέον μὲ τὸν ἀθλητισμὸν καὶ θὰ λάβουν μέρος εἰς τὰς ἐκδηλώσεις τῆς Κοινότητος. Η ΕΟΡΤΗ ΤΟΥ ΕΛΛ. ΝΑΥΤΙΚΟΥ ΟΜΙΛΟΥ Τὸ προσεχὲς Σάββατο καὶ ὥρα 4 μ.μ. ἡ διοίκησις τοῦ Ναυτικοῦ Ὁμίλου διοργανώνει τὴν ἐτησίαν ἑορτὴν μὲ ποικίλα ἀγωνίσματα, ἀπονομὴν κυπέλλων καὶ χορευτικὴν συγκέντρωσιν. Ἡ ἐκδήλωσις θὰ γίνῃ ὑπὸ τὴν προστασίαν τοῦ Ἑλληνικοῦ Προξενείου καὶ θὰ παρευρεθοῦν οἱ Πρόεδροι τῶν Παροικιακῶν Σωματείων. Στὴν ἑορτὴν θὰ πάρουν μέρος ὅλα τὰ μέλη τοῦ Ὁμίλου καὶ οἱ φίλοι τοῦ θαλασσίου ἀθλητισμοῦ, ἐνῶ θὰ ἀκολουθήσῃ δεξίωσις. Τὰ ἀποτελέσματα τῶν ἀγώνων ἔχουν ὡς ἑξῆς: 50 μ. ἐφήβων: 1) Γεωργιάδης, 2) Καζαντζίδης 50 μ. νεανίδων: 1) Ἄχμετ Μ. 21. Κοκωνής 50 μ. Παίδων: 1) Νεοφύτου Ἰ. 2) Μαυρίδης Κ. 100 μ. ἐλευθέρας (10 — 12 ἐτῶν) 1) Θεοδωρίδης Γ. 2) Σπετσίδης Μ. 25 μ. ὕπτιον (9 — 10 ἐτῶν) 1) Χατζηνικολάου Σ. 2) Μανωλάκης 1) Μιχαηλίδης Ἀντ. 2) Πετσάλης 50 μ. πεταλούδα (15 — 17 ἐτῶν) 1) Πεταλίδης, 2) Στρίφας Ζ. 25 μ. Παίδων (10 — 12 ἐτῶν) 1) Κρεμάς 1) Ἀγγελίδης Δημ. Καλυμπήσεις μὲ κουδούνες: 1) Ἔλσα Κοσμάδου, 2) Ἰ. Ἀγγελίδου 1) Παπίγνη, 2) Σαρδέλλη 1) Σάββας Ν. 2) Καλαμιστής Δ. 1) Κουρίτη Νικ., 2) Ἡλιόπουλος 50 μ. ἐφήβων: 1) Φίλιππος Ἑρμ. 2) Ἀνέστης Γ. Καλυμπήσεις μὲ ἀκίδας: 1) Ἀγγελίδης Κ. 2) Παπαδόπουλος Παρουσιάσεις ὁμίλου καὶ ἐπιτροπῶν: 1) Καρυάτη Κ., 2) Ἀντὶ Ν. 2) Βαλλίκη Ἐλένη, Νευρίδη Ἐλ. Ἀπονομὴ διακριτικῶν καὶ κυπέλλων: 1) Μανώλη Ἠλίας, 2) Ραγκαλὶ Ἀντ. 1) Θεοδωρίδου Μαρία, Ἀγγελίδου Ν. 1) Μαυρίδη, 2) Παπαδοπούλου Τὴν ἀπονομὴν θὰ κάνῃ ὁ Πρόξενος 1) Βαλλίκη Ε. Κουρὴ Ν. Ἀνδρέου 2) Νικολάου Ἄννα, Μαυρίδη Ν. Ἀπονομὴ κυπέλλων: Ἐλ. Μπαλάσκα 1) Φίλιππος Κ., Μαυρουλάκης Γ. 1) Ἡ Ἀθανασίου ἑνῶσις ὁμίλου ΑΝΤ. ΓΑΡΙΔΙΑΔΗΣ ΛΙΜΗΝ ΔΙΑ ΨΑΡΕΜΑ ΕΙΣ ΜΠΟΡΝΑΚΟΣ Ἀπὸ προσωπικοὺς ἐλέγχους τοῦ Ὀργανισμοῦ τοῦ Ἀλιευτικοῦ Ἰνστιτούτου ἐπιβεβαιώθηκε ὅτι τὰ νερὰ τῆς Λίμνης Μπορνάκος εἶναι πολὺ πλούσια σὲ ψάρια. Στὰ πλαίσια ἀναπτύξεως τῆς ἁλιείας, ἡ Κυβέρνησις ἀπεφάσισε νὰ δημιουργήσῃ ἐκεῖ ἕνα μεγάλο ἰχθυοτροφεῖο, ποὺ θὰ παρέχῃ ἐργασίαν σὲ πολλοὺς ψαράδες τῆς περιοχῆς. Ὁ Ὑπουργὸς τῆς Ἐθνικῆς Οἰκονομίας δήλωσε ὅτι τὸ ἔργο θὰ ἀρχίσῃ ἀμέσως καὶ θὰ ὁλοκληρωθῇ ἐντὸς δύο ἐτῶν, μὲ κόστος ἑκατομμυρίων λιρῶν. xyxy=(728,645,1053,1876)
cinema-entry: NORMANDY — Τηλ. 801254 FAIR WIND TO JAVA (Φρέντ Μὰκ Μιούρεῖ) καὶ DYNAMITE JACK (Φερναντέλ) xyxy=(285,385,460,438)
imeras-title: ΤΗΣ ΗΜΕΡΑΣ xyxy=(728,57,1053,97)
novel-title: ΜΙΑ ΠΑΡΑΞΕΝΗ ΑΓΑΠΗ xyxy=(91,1293,394,1368)
newspaper-page xyxy=(20,20,1580,2251)
crime-title: ΕΓΚΛΗΜΑ xyxy=(1417,495,1495,511)
column-right-news xyxy=(1061,57,1580,2237)
montaza-ad: ⚂ ⚄ ΚΑΖΙΝΟ ΜΕΓΑΡΟΥ ΜΟΝΤΑΖΑΣ (Τηλ. 60000) Κάθε ἑσπέρα μέχρι πρωΐας. Αἴθουσα παιγνιδίων. Ρουλέττα, Μπακαρά, Σεμὶν Ντὲ Φὲρ, ἡμέραι τῆς Δευτέρας xyxy=(286,1015,459,1187)
blue-pearl-ad: CASINO «BLUE PEARL» CAMP CESAR Τηλέφ. 73369 ΚΑΘΕ ΒΡΑΔΥ Η KETY ROMANCE ΚΑΙ ὁ βασιλεὺς τῶν Μπουζουκιῶν ΓΙΑΝΝΗΣ ΦΡΑΝΤΖΕΣΚΟΣ μὲ τὸν ΓΙΑΝΝΑΚΗ ΑΡΓΥΡΟΥΔΗ ΚΟΥΖΙΝΑ ΕΛΛΗΝΙΚΗ xyxy=(26,817,273,1056)
jordan-body: ΙΕΡΟΥΣΑΛΗΜ. — Αἱ ἐκτελούμεναι ἀπὸ Γάλλων ἀρχαιολόγων ἀνασκαφαὶ εἰς τὴν πόλιν Μουνχάτε, εἰς τὴν κοιλάδα τοῦ Ἰορδάνου, ἔφεραν εἰς φῶς ὁμάδα ὁλόκληρον προϊστορικῶν οἰκισμῶν. Οἱ ἀρχαιολόγοι ἐκτιμοῦν ὅτι αἱ οἰκοδομαὶ χρονολογοῦνται ἀπὸ τῆς 7ης χιλιετίας π.Χ. Ὁ ἐπικεφαλῆς τῆς ἀποστολῆς δήλωσεν ὅτι ἀνεκαλύφθησαν ἐπίσης ἐργαλεῖα, ἀγγεῖα καὶ κοσμήματα τὰ ὁποῖα δεικνύουν τὴν ὕπαρξιν ἀναπτυγμένου πολιτισμοῦ. Ὁ ἀρχηγὸς τῆς ἀποστολῆς πιστεύει ὅτι αἱ ἀνασκαφαὶ αὗται θὰ βοηθήσουν εἰς τὴν καλυτέραν κατανόησιν τῆς μεταβάσεως τοῦ ἀνθρώπου ἀπὸ τὴν νομαδικὴν ζωὴν εἰς τὴν γεωργίαν. xyxy=(1069,167,1580,303)
gen-co-cairo: ΓΕΝΙΚΗ ΕΤΑΙΡΙΑ ΚΙΝΗΜΑΤΟΓΡΑΦΩΝ ΚΑΪΡΟΥ xyxy=(302,279,443,325)
imeras-subtitle: ΜΑΥΡΑ ΝΕΦΗ ΕΙΣ ΤΟΝ ΟΡΙΖΟΝΤΑ xyxy=(762,103,1018,119)
metro-logo-big: METRO xyxy=(1264,1053,1386,1087)
cinema-entry: Κινημ. & Θέατρον ΗΛΙΟΥΠΟΛΕΩΣ FROM 077 INTRIGUE AT LISBON καὶ NORMA AL KAREEM xyxy=(285,583,460,651)
cinema-entry: ALHAMBRA — Τηλ. 29043 HOB WA WATANIA καὶ AL WAGH EL SHANEB xyxy=(26,430,273,470)
cinema-entry: STRAND — Τηλ. 22322 7 GOLDEN MEN (Ροσσάνα Ποντέστα) xyxy=(26,154,235,182)
escaped-title: ΟΙ 2 ΑΠΟΚΛΕΙΣΘΕΝΤΕΣ ΕΡΕΙΔΑΙ ΧΑΙΡΕΤΟΥΝ ΤΟ ΕΛΕΥΘΕΡΟΝ xyxy=(1332,644,1580,702)
today-title: ΑΠΟ ΣΗΜΕΡΟΝ ΤΕΤΑΡΤΗΝ xyxy=(1070,990,1580,1021)
tropicana-ad: CASINO — RESTAURANT NIGHT CLUB TROPICANA Λεωφόρος Ἐλ Γκέϊς 128 μεταξὺ ΙΒΡΑΗΜΙΑΣ — ΣΠΟΡΤΙΝΓΚ Συγκρότημα Μπουζουκίων μὲ τοὺς ΓΙΑΝΝΑΚΗ, ΜΠΑΧΤΣΟ — ΤΕΡΡΥ ΚΑΙ MARY CATHRIN xyxy=(26,523,273,672)
students-title: ΕΠΑΝΟΔΟΣ ΑΡΑΒΩΝ ΦΟΙΤΗΤΩΝ xyxy=(482,192,711,233)
film-tagline: You've never had faster beats or seen wilder fun! xyxy=(1164,1087,1486,1103)
mustafa-title: Η ΥΠΟΘΕΣΙΣ ΜΟΥΣΤΑΦΑ ΑΜΙΝ xyxy=(503,1230,690,1263)
jordan-title: ΛΕΙΨΑΝΑ ΠΡΟΪΣΤΟΡΙΚΩΝ ΠΟΛΙΤΙΣΜΩΝ ΕΙΣ ΤΟΝ ΙΟΡΔΑΝΗΝ xyxy=(1103,86,1547,139)
